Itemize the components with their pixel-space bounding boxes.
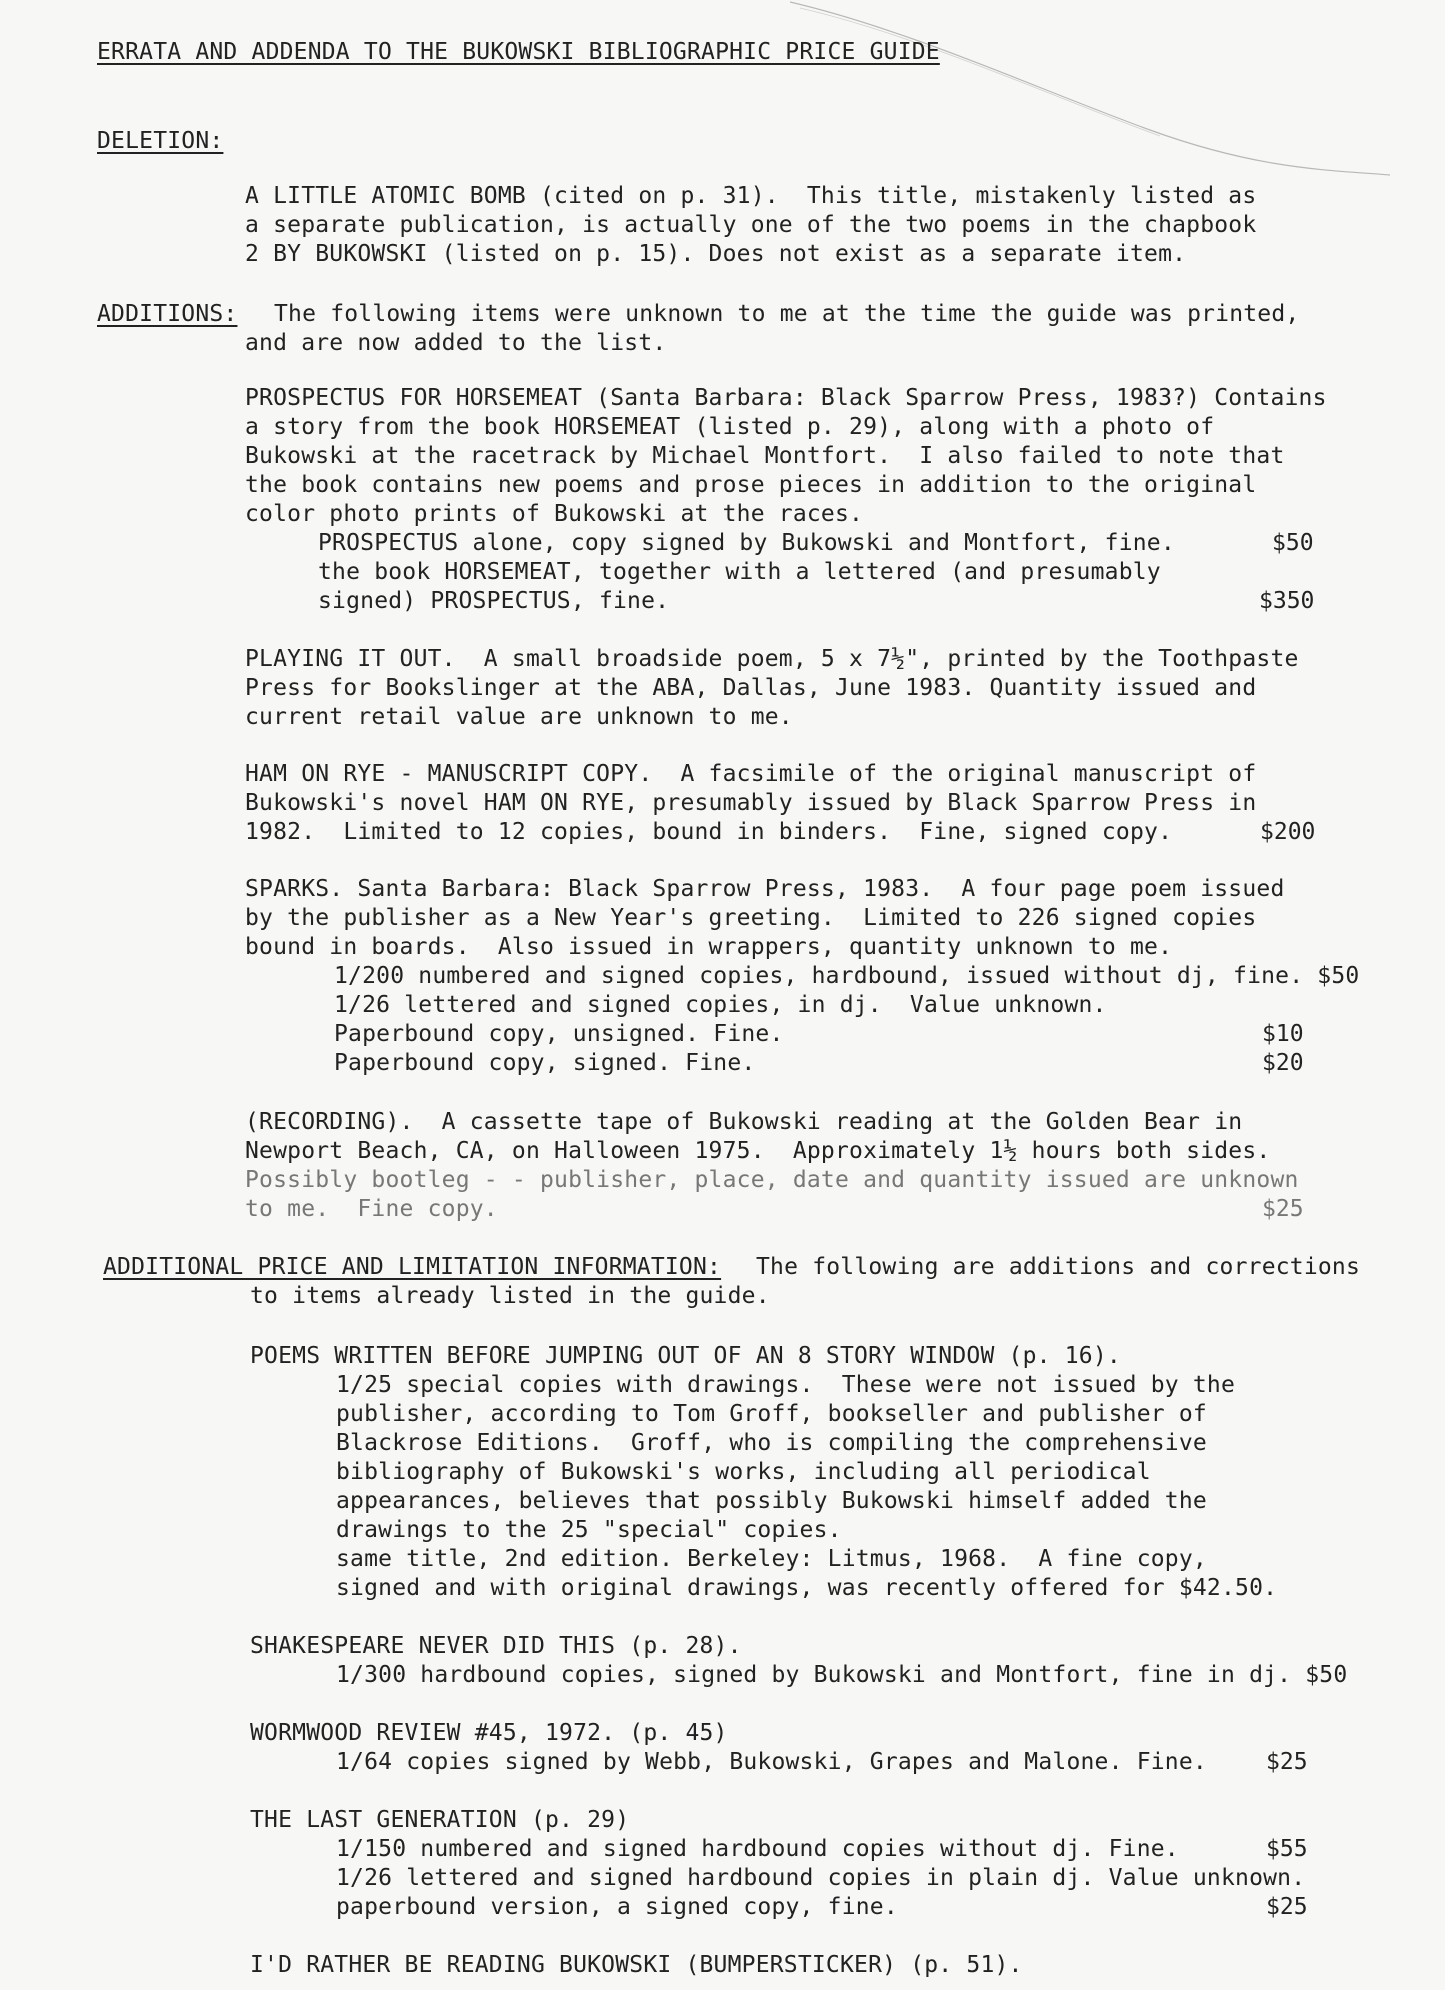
sparks-line: bound in boards. Also issued in wrappers, quantity unknown to me. [245, 934, 1173, 960]
sparks-sub: Paperbound copy, unsigned. Fine. [334, 1021, 784, 1047]
price: $10 [1262, 1021, 1304, 1047]
deletion-line: a separate publication, is actually one of the two poems in the chapbook [245, 212, 1257, 238]
additional-intro: to items already listed in the guide. [250, 1283, 770, 1309]
price: $55 [1266, 1836, 1308, 1862]
recording-line: Newport Beach, CA, on Halloween 1975. Approximately 1½ hours both sides. [245, 1138, 1271, 1164]
playing-line: Press for Bookslinger at the ABA, Dallas, June 1983. Quantity issued and [245, 675, 1257, 701]
additional-heading: ADDITIONAL PRICE AND LIMITATION INFORMATION: [103, 1254, 722, 1280]
price: $25 [1262, 1196, 1304, 1222]
additions-intro: The following items were unknown to me at the time the guide was printed, [274, 301, 1300, 327]
poems-sub: bibliography of Bukowski's works, including all periodical [336, 1459, 1151, 1485]
wormwood-sub: 1/64 copies signed by Webb, Bukowski, Grapes and Malone. Fine. [336, 1749, 1207, 1775]
sparks-line: SPARKS. Santa Barbara: Black Sparrow Press, 1983. A four page poem issued [245, 876, 1285, 902]
poems-sub: 1/25 special copies with drawings. These were not issued by the [336, 1372, 1236, 1398]
lastgen-sub: 1/150 numbered and signed hardbound copies without dj. Fine. [336, 1836, 1179, 1862]
sparks-sub: 1/200 numbered and signed copies, hardbound, issued without dj, fine. $50 [334, 963, 1360, 989]
rather-title: I'D RATHER BE READING BUKOWSKI (BUMPERSTICKER) (p. 51). [250, 1952, 1023, 1978]
lastgen-sub: 1/26 lettered and signed hardbound copies in plain dj. Value unknown. [336, 1865, 1306, 1891]
ham-line: HAM ON RYE - MANUSCRIPT COPY. A facsimile of the original manuscript of [245, 761, 1257, 787]
additions-heading: ADDITIONS: [97, 301, 238, 327]
prospectus-sub: PROSPECTUS alone, copy signed by Bukowski and Montfort, fine. [318, 530, 1175, 556]
wormwood-title: WORMWOOD REVIEW #45, 1972. (p. 45) [250, 1720, 728, 1746]
shakespeare-sub: 1/300 hardbound copies, signed by Bukowski and Montfort, fine in dj. $50 [336, 1662, 1348, 1688]
price: $200 [1260, 819, 1316, 845]
ham-line: Bukowski's novel HAM ON RYE, presumably issued by Black Sparrow Press in [245, 790, 1257, 816]
deletion-line: A LITTLE ATOMIC BOMB (cited on p. 31). This title, mistakenly listed as [245, 183, 1257, 209]
prospectus-sub: the book HORSEMEAT, together with a lettered (and presumably [318, 559, 1161, 585]
shakespeare-title: SHAKESPEARE NEVER DID THIS (p. 28). [250, 1633, 742, 1659]
poems-sub: signed and with original drawings, was recently offered for $42.50. [336, 1575, 1278, 1601]
recording-line: to me. Fine copy. [245, 1196, 498, 1222]
prospectus-line: color photo prints of Bukowski at the races. [245, 501, 864, 527]
price: $50 [1272, 530, 1314, 556]
sparks-sub: Paperbound copy, signed. Fine. [334, 1050, 756, 1076]
poems-sub: drawings to the 25 "special" copies. [336, 1517, 842, 1543]
sparks-line: by the publisher as a New Year's greeting. Limited to 226 signed copies [245, 905, 1257, 931]
prospectus-line: a story from the book HORSEMEAT (listed p. 29), along with a photo of [245, 414, 1215, 440]
document-title: ERRATA AND ADDENDA TO THE BUKOWSKI BIBLIOGRAPHIC PRICE GUIDE [97, 39, 940, 65]
price: $25 [1266, 1749, 1308, 1775]
playing-line: current retail value are unknown to me. [245, 704, 793, 730]
ham-line: 1982. Limited to 12 copies, bound in binders. Fine, signed copy. [245, 819, 1173, 845]
additional-intro: The following are additions and corrections [756, 1254, 1361, 1280]
recording-line: (RECORDING). A cassette tape of Bukowski reading at the Golden Bear in [245, 1109, 1243, 1135]
poems-sub: Blackrose Editions. Groff, who is compiling the comprehensive [336, 1430, 1207, 1456]
lastgen-sub: paperbound version, a signed copy, fine. [336, 1894, 898, 1920]
sparks-sub: 1/26 lettered and signed copies, in dj. Value unknown. [334, 992, 1107, 1018]
poems-title: POEMS WRITTEN BEFORE JUMPING OUT OF AN 8 STORY WINDOW (p. 16). [250, 1343, 1121, 1369]
prospectus-line: Bukowski at the racetrack by Michael Montfort. I also failed to note that [245, 443, 1285, 469]
prospectus-line: the book contains new poems and prose pieces in addition to the original [245, 472, 1257, 498]
playing-line: PLAYING IT OUT. A small broadside poem, 5 x 7½", printed by the Toothpaste [245, 646, 1299, 672]
prospectus-line: PROSPECTUS FOR HORSEMEAT (Santa Barbara: Black Sparrow Press, 1983?) Contains [245, 385, 1327, 411]
poems-sub: same title, 2nd edition. Berkeley: Litmus, 1968. A fine copy, [336, 1546, 1207, 1572]
deletion-line: 2 BY BUKOWSKI (listed on p. 15). Does not exist as a separate item. [245, 241, 1187, 267]
lastgen-title: THE LAST GENERATION (p. 29) [250, 1807, 630, 1833]
poems-sub: publisher, according to Tom Groff, bookseller and publisher of [336, 1401, 1207, 1427]
price: $25 [1266, 1894, 1308, 1920]
recording-line: Possibly bootleg - - publisher, place, date and quantity issued are unknown [245, 1167, 1299, 1193]
poems-sub: appearances, believes that possibly Bukowski himself added the [336, 1488, 1207, 1514]
price: $20 [1262, 1050, 1304, 1076]
deletion-heading: DELETION: [97, 128, 224, 154]
prospectus-sub: signed) PROSPECTUS, fine. [318, 588, 670, 614]
additions-intro: and are now added to the list. [245, 330, 667, 356]
price: $350 [1259, 588, 1315, 614]
